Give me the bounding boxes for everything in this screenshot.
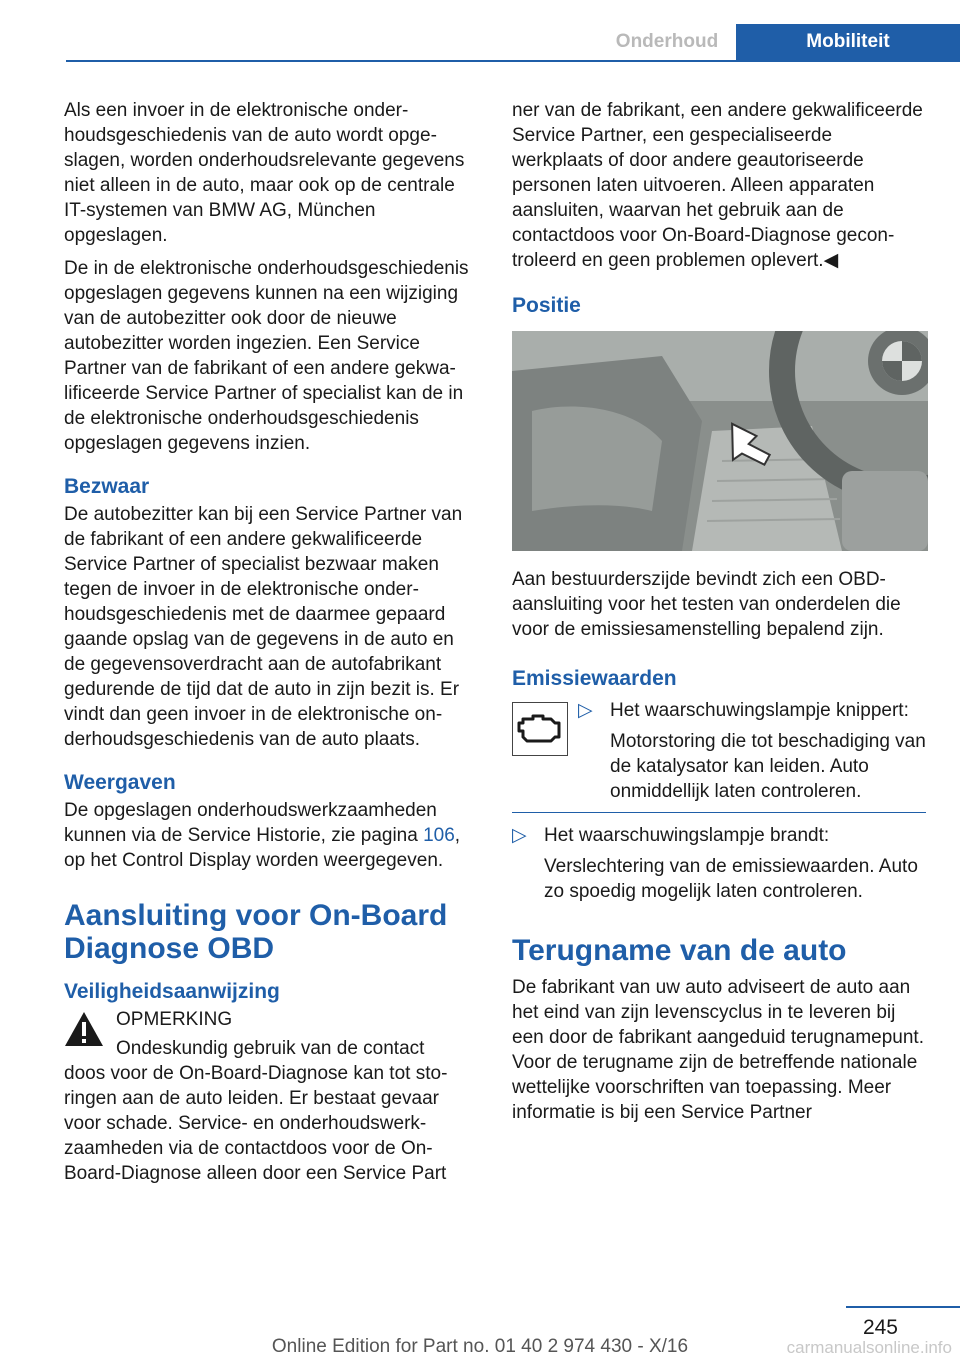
paragraph-intro: Als een invoer in de elektronische onderhoudsgeschiedenis van de auto wordt opgeslagen, worden onderhoudsrelevante gegevens niet alleen in de auto, maar ook op de centrale IT-systemen van BMW AG, München opgeslagen. bbox=[64, 100, 465, 246]
bullet-steady-text: Verslechtering van de emissiewaarden. Auto zo spoedig mogelijk laten controleren. bbox=[544, 856, 918, 902]
heading-bezwaar: Bezwaar bbox=[64, 475, 150, 498]
page-number: 245 bbox=[862, 1316, 898, 1339]
heading-positie: Positie bbox=[512, 294, 581, 317]
footer-rule bbox=[846, 1306, 960, 1308]
divider bbox=[512, 812, 926, 813]
footer-edition: Online Edition for Part no. 01 40 2 974 430 - X/16 bbox=[271, 1336, 689, 1357]
header-rule bbox=[66, 60, 960, 62]
watermark: carmanualsonline.info bbox=[786, 1338, 952, 1357]
warning-block bbox=[64, 1007, 478, 1061]
bullet-icon: ▷ bbox=[578, 700, 593, 721]
paragraph-continuation: ner van de fabrikant, een andere gekwalificeerde Service Partner, een gespecialiseerde werkplaats of door andere geautoriseerde personen laten uitvoeren. Alleen apparaten aansluiten, waarvan het gebruik aan de contactdoos voor On-Board-Diagnose gecontroleerd en geen problemen oplevert.◀ bbox=[512, 100, 923, 271]
heading-obd: Aansluiting voor On-Board Diagnose OBD bbox=[64, 899, 448, 965]
bullet-steady-title: Het waarschuwingslampje brandt: bbox=[544, 825, 830, 846]
tab-mobiliteit[interactable]: Mobiliteit bbox=[736, 24, 960, 60]
warning-title: OPMERKING bbox=[116, 1009, 233, 1030]
emissions-list bbox=[512, 698, 926, 904]
paragraph-terugname: De fabrikant van uw auto adviseert de auto aan het eind van zijn levenscyclus in te leveren bij een door de fabrikant aangeduid terugnamepunt. Voor de terugname zijn de betreffende nationale wettelijke voorschriften van toepassing. Meer informatie is bij een Service Partner bbox=[512, 977, 924, 1123]
heading-veiligheid: Veiligheidsaanwijzing bbox=[64, 980, 280, 1003]
obd-location-photo bbox=[512, 331, 928, 551]
right-column bbox=[512, 98, 926, 1133]
warning-text: doos voor de On-Board-Diagnose kan tot storingen aan de auto leiden. Er bestaat gevaar voor schade. Service- en onderhoudswerkzaamheden via de contactdoos voor de On-Board-Diagnose alleen door een Service Part bbox=[64, 1063, 448, 1184]
warning-line1: Ondeskundig gebruik van de contact bbox=[116, 1038, 425, 1059]
paragraph-bezwaar: De autobezitter kan bij een Service Partner van de fabrikant of een andere gekwalificeerde Service Partner of specialist bezwaar maken tegen de invoer in de elektronische onderhoudsgeschiedenis met de daarmee gepaard gaande opslag van de gegevens in de auto en de gegevensoverdracht aan de autofabrikant gedurende de tijd dat de auto in zijn bezit is. Er vindt dan geen invoer in de elektronische onderhoudsgeschiedenis van de auto plaats. bbox=[64, 504, 463, 750]
bullet-flashing-text: Motorstoring die tot beschadiging van de katalysator kan leiden. Auto onmiddellijk laten controleren. bbox=[610, 731, 926, 802]
paragraph-positie: Aan bestuurderszijde bevindt zich een OBD-aansluiting voor het testen van onderdelen die voor de emissiesamenstelling bepalend zijn. bbox=[512, 569, 901, 640]
heading-emissiewaarden: Emissiewaarden bbox=[512, 667, 677, 690]
check-engine-icon bbox=[512, 702, 568, 756]
heading-terugname: Terugname van de auto bbox=[512, 934, 847, 967]
bullet-flashing-title: Het waarschuwingslampje knippert: bbox=[610, 700, 909, 721]
tab-onderhoud[interactable]: Onderhoud bbox=[615, 31, 719, 52]
page-link-106[interactable]: 106 bbox=[423, 825, 455, 846]
bullet-icon: ▷ bbox=[512, 825, 527, 846]
text: , op het Control Display worden weergegeven. bbox=[64, 825, 461, 871]
bullet-steady bbox=[512, 823, 926, 904]
text: De opgeslagen onderhoudswerkzaamheden kunnen via de Service Historie, zie pagina bbox=[64, 800, 437, 846]
left-column bbox=[64, 98, 478, 1194]
heading-weergaven: Weergaven bbox=[64, 771, 176, 794]
paragraph-weergaven bbox=[64, 798, 478, 873]
paragraph-view-history: De in de elektronische onderhoudsgeschiedenis opgeslagen gegevens kunnen na een wijziging van de autobezitter ook door de nieuwe autobezitter worden ingezien. Een Service Partner van de fabrikant of een andere gekwalificeerde Service Partner of specialist kan de in de elektronische onderhoudsgeschiedenis opgeslagen gegevens inzien. bbox=[64, 258, 469, 454]
bullet-flashing bbox=[578, 698, 926, 804]
warning-triangle-icon bbox=[64, 1011, 104, 1047]
